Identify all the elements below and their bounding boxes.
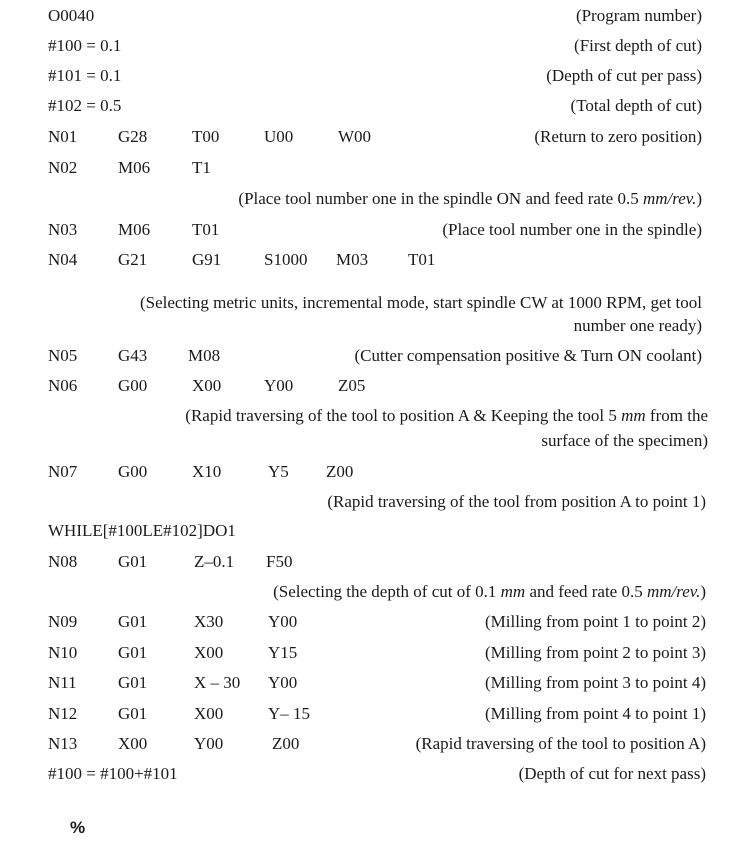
first-depth-comment: (First depth of cut) xyxy=(574,36,702,55)
word: G01 xyxy=(118,673,148,692)
word: S1000 xyxy=(264,250,308,269)
program-number-comment: (Program number) xyxy=(575,6,702,25)
word: X10 xyxy=(192,462,222,481)
block-number: N08 xyxy=(48,552,78,571)
block-n03-comment: (Place tool number one in the spindle) xyxy=(442,220,702,239)
word: G00 xyxy=(118,376,148,395)
word: Y– 15 xyxy=(268,704,311,723)
unit-text: mm/rev. xyxy=(646,582,701,601)
comment-text: from the xyxy=(645,406,708,425)
word: M08 xyxy=(188,346,221,365)
block-number: N01 xyxy=(48,127,78,146)
word: M03 xyxy=(336,250,369,269)
word: M06 xyxy=(118,158,151,177)
word: T1 xyxy=(192,158,211,177)
word: Z00 xyxy=(326,462,354,481)
block-n10-comment: (Milling from point 2 to point 3) xyxy=(485,643,706,662)
block-number: N13 xyxy=(48,734,78,753)
depth-per-pass-comment: (Depth of cut per pass) xyxy=(546,66,702,85)
word: Y00 xyxy=(194,734,224,753)
word: X00 xyxy=(192,376,222,395)
block-n02-comment xyxy=(238,189,702,209)
program-number-code: O0040 xyxy=(48,6,95,25)
word: G01 xyxy=(118,643,148,662)
word: X00 xyxy=(118,734,148,753)
word: Y00 xyxy=(264,376,294,395)
word: U00 xyxy=(264,127,294,146)
comment-text: (Place tool number one in the spindle ON and feed rate 0.5 xyxy=(238,189,643,208)
block-n09-comment: (Milling from point 1 to point 2) xyxy=(485,612,706,631)
block-number: N07 xyxy=(48,462,78,481)
total-depth-comment: (Total depth of cut) xyxy=(570,96,702,115)
block-n12-comment: (Milling from point 4 to point 1) xyxy=(485,704,706,723)
block-number: N09 xyxy=(48,612,78,631)
word: X30 xyxy=(194,612,224,631)
word: W00 xyxy=(338,127,372,146)
word: Z05 xyxy=(338,376,366,395)
word: T01 xyxy=(408,250,436,269)
block-n04-comment-line2: number one ready) xyxy=(573,316,702,335)
word: X – 30 xyxy=(194,673,241,692)
word: G43 xyxy=(118,346,148,365)
unit-text: mm xyxy=(621,406,646,425)
word: G01 xyxy=(118,704,148,723)
comment-text: (Rapid traversing of the tool to position A & Keeping the tool 5 xyxy=(185,406,622,425)
block-number: N11 xyxy=(48,673,77,692)
depth-update-code: #100 = #100+#101 xyxy=(48,764,178,783)
unit-text: mm xyxy=(500,582,526,601)
word: Y5 xyxy=(268,462,289,481)
word: G91 xyxy=(192,250,222,269)
comment-text: ) xyxy=(700,582,706,601)
word: T00 xyxy=(192,127,220,146)
word: M06 xyxy=(118,220,151,239)
block-number: N03 xyxy=(48,220,78,239)
word: G01 xyxy=(118,552,148,571)
block-n04-comment-line1: (Selecting metric units, incremental mode, start spindle CW at 1000 RPM, get tool xyxy=(139,293,702,312)
block-n07-comment: (Rapid traversing of the tool from position A to point 1) xyxy=(327,492,706,511)
block-number: N02 xyxy=(48,158,78,177)
block-number: N04 xyxy=(48,250,78,269)
first-depth-code: #100 = 0.1 xyxy=(48,36,122,55)
depth-update-comment: (Depth of cut for next pass) xyxy=(518,764,706,783)
block-number: N12 xyxy=(48,704,78,723)
word: X00 xyxy=(194,643,224,662)
program-end-marker: % xyxy=(70,818,86,837)
word: G00 xyxy=(118,462,148,481)
word: G21 xyxy=(118,250,148,269)
block-n11-comment: (Milling from point 3 to point 4) xyxy=(485,673,706,692)
word: X00 xyxy=(194,704,224,723)
block-number: N05 xyxy=(48,346,78,365)
block-number: N10 xyxy=(48,643,78,662)
block-n05-comment: (Cutter compensation positive & Turn ON coolant) xyxy=(354,346,702,365)
block-n01-comment: (Return to zero position) xyxy=(534,127,702,146)
block-n06-comment-line2: surface of the specimen) xyxy=(541,431,708,450)
while-loop-statement: WHILE[#100LE#102]DO1 xyxy=(48,521,236,540)
word: G28 xyxy=(118,127,148,146)
block-n08-comment xyxy=(273,582,706,602)
word: G01 xyxy=(118,612,148,631)
total-depth-code: #102 = 0.5 xyxy=(48,96,122,115)
comment-text: (Selecting the depth of cut of 0.1 xyxy=(273,582,501,601)
block-n13-comment: (Rapid traversing of the tool to position A) xyxy=(415,734,706,753)
unit-text: mm/rev. xyxy=(642,189,697,208)
word: Y00 xyxy=(268,612,298,631)
block-number: N06 xyxy=(48,376,78,395)
word: F50 xyxy=(266,552,293,571)
word: Z00 xyxy=(272,734,300,753)
depth-per-pass-code: #101 = 0.1 xyxy=(48,66,122,85)
comment-text: ) xyxy=(696,189,702,208)
block-n06-comment-line1 xyxy=(185,406,708,426)
word: Y15 xyxy=(268,643,298,662)
comment-text: and feed rate 0.5 xyxy=(525,582,647,601)
word: Y00 xyxy=(268,673,298,692)
word: Z–0.1 xyxy=(194,552,235,571)
word: T01 xyxy=(192,220,220,239)
